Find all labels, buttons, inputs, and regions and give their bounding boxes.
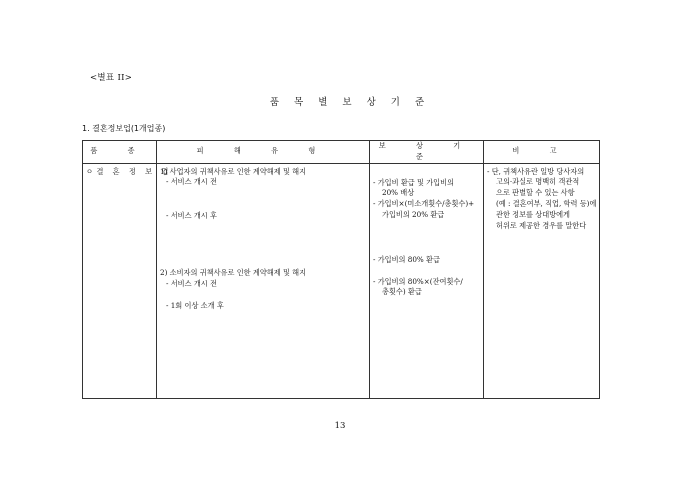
table-row	[83, 163, 600, 398]
standard-refund-and-compensation-cont: 20% 배상	[382, 188, 415, 198]
standard-80-percent-refund: - 가입비의 80% 환급	[373, 254, 440, 264]
remarks-cell	[484, 163, 600, 398]
type-business-fault: 1) 사업자의 귀책사유로 인한 계약해제 및 해지	[160, 166, 307, 176]
remark-line-4: (예 : 결혼여부, 직업, 학력 등)에	[496, 198, 597, 208]
standard-refund-and-compensation: - 가입비 환급 및 가입비의	[373, 177, 454, 187]
compensation-standards-table	[82, 140, 600, 399]
type-consumer-fault: 2) 소비자의 귀책사유로 인한 계약해제 및 해지	[160, 267, 307, 277]
category-label: ㅇ결 혼 정 보 업	[86, 166, 172, 176]
standard-unintroduced-ratio-cont: 가입비의 20% 환급	[382, 209, 445, 219]
damage-type-cell	[157, 163, 370, 398]
remark-line-1: - 단, 귀책사유란 일방 당사자의	[487, 166, 585, 176]
type-after-introduction: - 1회 이상 소개 후	[166, 300, 224, 310]
type-consumer-before-service: - 서비스 개시 전	[166, 278, 217, 288]
page-number: 13	[334, 421, 346, 431]
header-category: 품 종	[83, 141, 157, 164]
standard-unintroduced-ratio: - 가입비×(미소개횟수/총횟수)+	[373, 199, 475, 209]
type-before-service: - 서비스 개시 전	[166, 177, 217, 187]
category-cell	[83, 163, 172, 398]
table-header-row	[83, 141, 600, 164]
remark-line-2: 고의·과실로 명백히 객관적	[496, 177, 580, 187]
section-heading: 1. 결혼정보업(1개업종)	[82, 124, 166, 133]
remark-line-3: 으로 판별할 수 있는 사항	[496, 188, 575, 198]
header-compensation-standard: 보 상 기 준	[370, 141, 484, 164]
remark-line-5: 관한 정보를 상대방에게	[496, 209, 571, 219]
standard-remaining-ratio: - 가입비의 80%×(잔여횟수/	[373, 276, 463, 286]
annex-label: <별표 II>	[90, 73, 133, 83]
page-title: 품 목 별 보 상 기 준	[269, 97, 431, 108]
remark-line-6: 허위로 제공한 경우를 말한다	[496, 220, 587, 230]
compensation-cell	[370, 163, 484, 398]
header-damage-type: 피 해 유 형	[157, 141, 370, 164]
header-remarks: 비 고	[484, 141, 600, 164]
standard-remaining-ratio-cont: 총횟수) 환급	[382, 287, 422, 297]
type-after-service: - 서비스 개시 후	[166, 211, 217, 221]
